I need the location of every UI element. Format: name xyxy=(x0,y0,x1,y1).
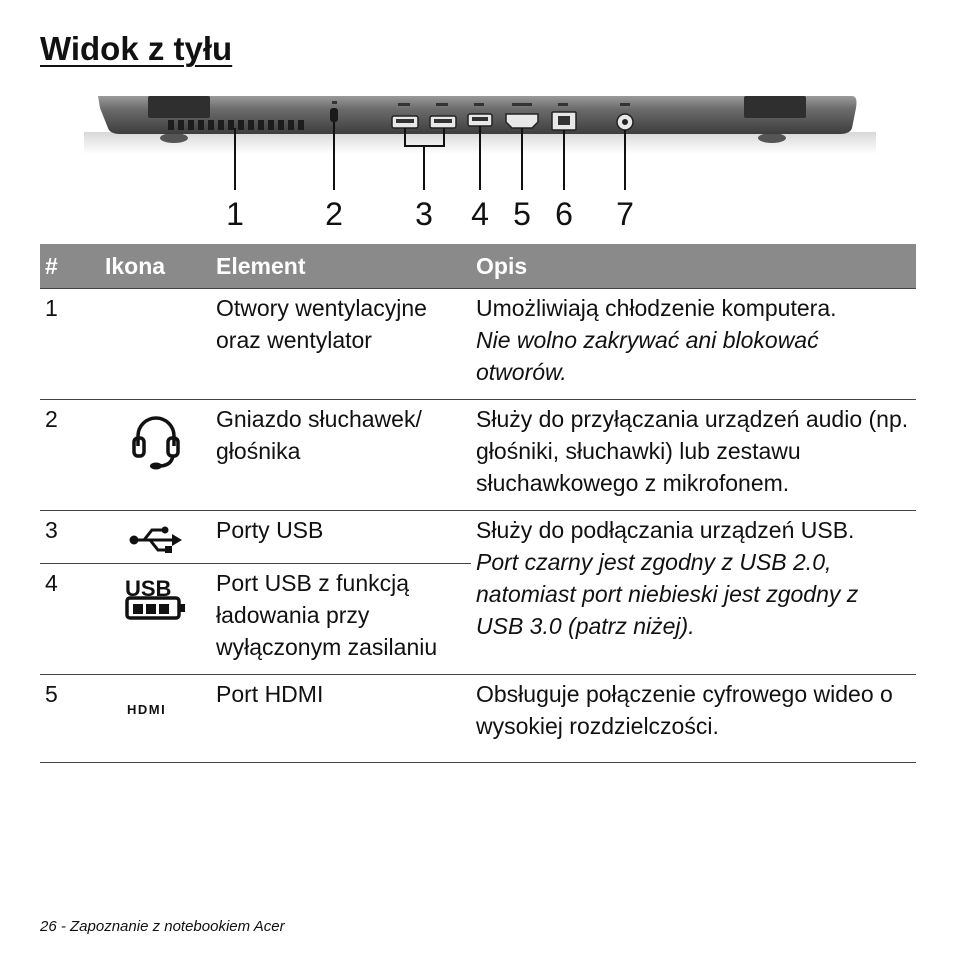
table-row xyxy=(40,675,916,763)
hdmi-icon xyxy=(125,701,187,717)
row-number: 4 xyxy=(40,564,100,675)
callout-6: 6 xyxy=(555,196,573,232)
description-note: Nie wolno zakrywać ani blokować otworów. xyxy=(476,327,819,385)
row-element: Port HDMI xyxy=(211,675,471,763)
row-number: 2 xyxy=(40,400,100,511)
callout-5: 5 xyxy=(513,196,531,232)
row-number: 1 xyxy=(40,289,100,400)
header-number: # xyxy=(40,244,100,289)
usb-icon xyxy=(128,525,184,555)
table-header-row xyxy=(40,244,916,289)
row-icon xyxy=(100,400,211,511)
table-row xyxy=(40,400,916,511)
description-note: Port czarny jest zgodny z USB 2.0, natomiast port niebieski jest zgodny z USB 3.0 (patrz niżej). xyxy=(476,549,859,639)
callout-2: 2 xyxy=(325,196,343,232)
callout-3: 3 xyxy=(415,196,433,232)
callout-1: 1 xyxy=(226,196,244,232)
row-description xyxy=(471,289,916,400)
row-description: Obsługuje połączenie cyfrowego wideo o wysokiej rozdzielczości. xyxy=(471,675,916,763)
page-footer: 26 - Zapoznanie z notebookiem Acer xyxy=(40,918,285,935)
header-element: Element xyxy=(211,244,471,289)
ports-table xyxy=(40,244,916,763)
header-description: Opis xyxy=(471,244,916,289)
page-title: Widok z tyłu xyxy=(40,30,233,67)
header-icon: Ikona xyxy=(100,244,211,289)
row-description: Służy do przyłączania urządzeń audio (np. głośniki, słuchawki) lub zestawu słuchawkowego z mikrofonem. xyxy=(471,400,916,511)
table-row xyxy=(40,289,916,400)
row-element: Otwory wentylacyjne oraz wentylator xyxy=(211,289,471,400)
usb-charge-icon xyxy=(121,574,191,622)
row-element: Porty USB xyxy=(211,511,471,564)
row-icon xyxy=(100,511,211,564)
callout-4: 4 xyxy=(471,196,489,232)
row-element: Port USB z funkcją ładowania przy wyłączonym zasilaniu xyxy=(211,564,471,675)
description-text: Umożliwiają chłodzenie komputera. xyxy=(476,295,837,321)
row-number: 3 xyxy=(40,511,100,564)
usb-charge-label: USB xyxy=(124,576,171,601)
row-element: Gniazdo słuchawek/ głośnika xyxy=(211,400,471,511)
row-icon-empty xyxy=(100,289,211,400)
row-number: 5 xyxy=(40,675,100,763)
row-description xyxy=(471,511,916,675)
headset-icon xyxy=(131,410,181,474)
callout-7: 7 xyxy=(616,196,634,232)
table-row xyxy=(40,511,916,564)
hdmi-label: HDMI xyxy=(126,702,166,717)
description-text: Służy do podłączania urządzeń USB. xyxy=(476,517,855,543)
row-icon xyxy=(100,564,211,675)
row-icon xyxy=(100,675,211,763)
